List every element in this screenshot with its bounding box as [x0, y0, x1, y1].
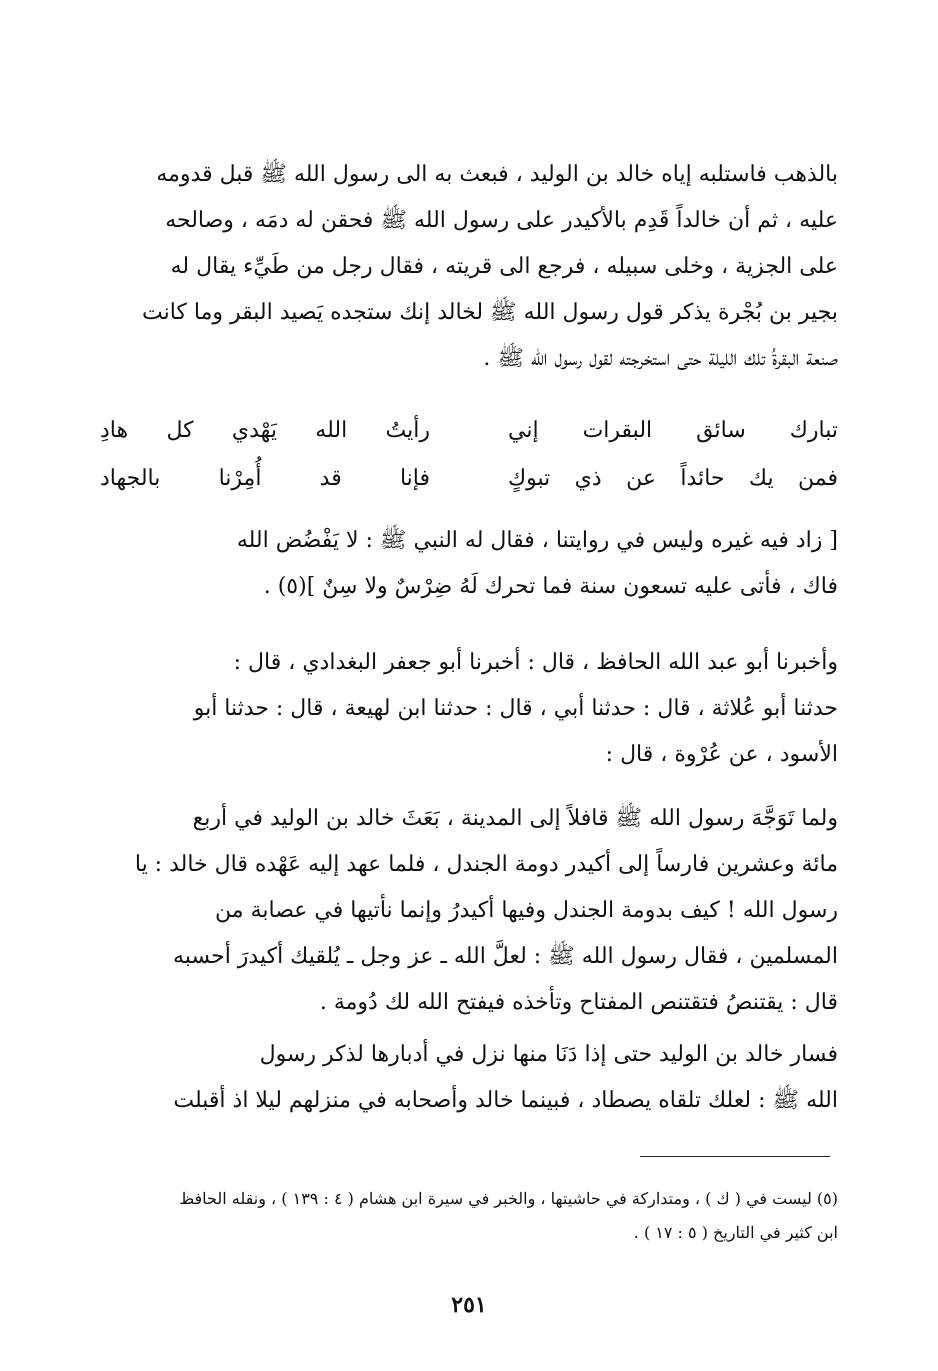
- text-line: صنعة البقرةُ تلك الليلة حتى استخرجته لقول رسول الله ﷺ .: [483, 346, 838, 371]
- verse-second-hemistich: رأيتُ الله يَهْدي كل هادِ: [100, 418, 430, 443]
- verse-row: [100, 455, 838, 503]
- paragraph-4: [100, 796, 838, 1026]
- text-line: فسار خالد بن الوليد حتى إذا دَنَا منها نزل في أدبارها لذكر رسول: [259, 1042, 838, 1067]
- text-line: مائة وعشرين فارساً إلى أكيدر دومة الجندل ، فلما عهد إليه عَهْده قال خالد : يا: [134, 852, 838, 877]
- text-line: بجير بن بُجْرة يذكر قول رسول الله ﷺ لخالد إنك ستجده يَصيد البقر وما كانت: [142, 300, 838, 325]
- text-line: وأخبرنا أبو عبد الله الحافظ ، قال : أخبرنا أبو جعفر البغدادي ، قال :: [233, 650, 838, 675]
- footnote-line: ابن كثير في التاريخ ( ٥ : ١٧ ) .: [633, 1223, 838, 1242]
- page-number: ٢٥١: [451, 1292, 487, 1318]
- text-line: حدثنا أبو عُلاثة ، قال : حدثنا أبي ، قال : حدثنا ابن لهيعة ، قال : حدثنا أبو: [193, 696, 838, 721]
- text-line: فاك ، فأتى عليه تسعون سنة فما تحرك لَهُ ضِرْسٌ ولا سِنٌ ](٥) .: [263, 574, 838, 599]
- poem-verses: [100, 407, 838, 503]
- text-line: [ زاد فيه غيره وليس في روايتنا ، فقال له النبي ﷺ : لا يَفْضُض الله: [236, 528, 838, 553]
- paragraph-1: [100, 152, 838, 382]
- verse-row: [100, 407, 838, 455]
- text-line: رسول الله ! كيف بدومة الجندل وفيها أكيدرُ وإنما نأتيها في عصابة من: [215, 898, 838, 923]
- text-line: الله ﷺ : لعلك تلقاه يصطاد ، فبينما خالد وأصحابه في منزلهم ليلا اذ أقبلت: [173, 1088, 838, 1113]
- text-line: قال : يقتنصُ فتقتنص المفتاح وتأخذه فيفتح الله لك دُومة .: [319, 990, 838, 1015]
- paragraph-2: [100, 518, 838, 610]
- footnotes: [100, 1182, 838, 1250]
- paragraph-5: [100, 1032, 838, 1124]
- text-line: المسلمين ، فقال رسول الله ﷺ : لعلَّ الله ـ عز وجل ـ يُلقيك أكيدرَ أحسبه: [173, 944, 838, 969]
- verse-second-hemistich: فإنا قد أُمِرْنا بالجهاد: [100, 466, 430, 491]
- text-line: عليه ، ثم أن خالداً قَدِم بالأكيدر على رسول الله ﷺ فحقن له دمَه ، وصالحه: [165, 208, 838, 233]
- verse-first-hemistich: فمن يك حائداً عن ذي تبوكٍ: [508, 466, 838, 491]
- paragraph-3: [100, 640, 838, 778]
- text-line: ولما تَوَجَّهَ رسول الله ﷺ قافلاً إلى المدينة ، بَعَثَ خالد بن الوليد في أربع: [192, 806, 838, 831]
- text-line: الأسود ، عن عُرْوة ، قال :: [605, 742, 838, 767]
- verse-first-hemistich: تبارك سائق البقرات إني: [508, 418, 838, 443]
- text-line: على الجزية ، وخلى سبيله ، فرجع الى قريته ، فقال رجل من طَيِّء يقال له: [170, 254, 838, 279]
- text-line: بالذهب فاستلبه إياه خالد بن الوليد ، فبعث به الى رسول الله ﷺ قبل قدومه: [156, 162, 838, 187]
- footnote-divider: [640, 1156, 830, 1157]
- footnote-line: (٥) ليست في ( ك ) ، ومتداركة في حاشيتها ، والخبر في سيرة ابن هشام ( ٤ : ١٣٩ ) ، ونقله الحافظ: [179, 1189, 838, 1208]
